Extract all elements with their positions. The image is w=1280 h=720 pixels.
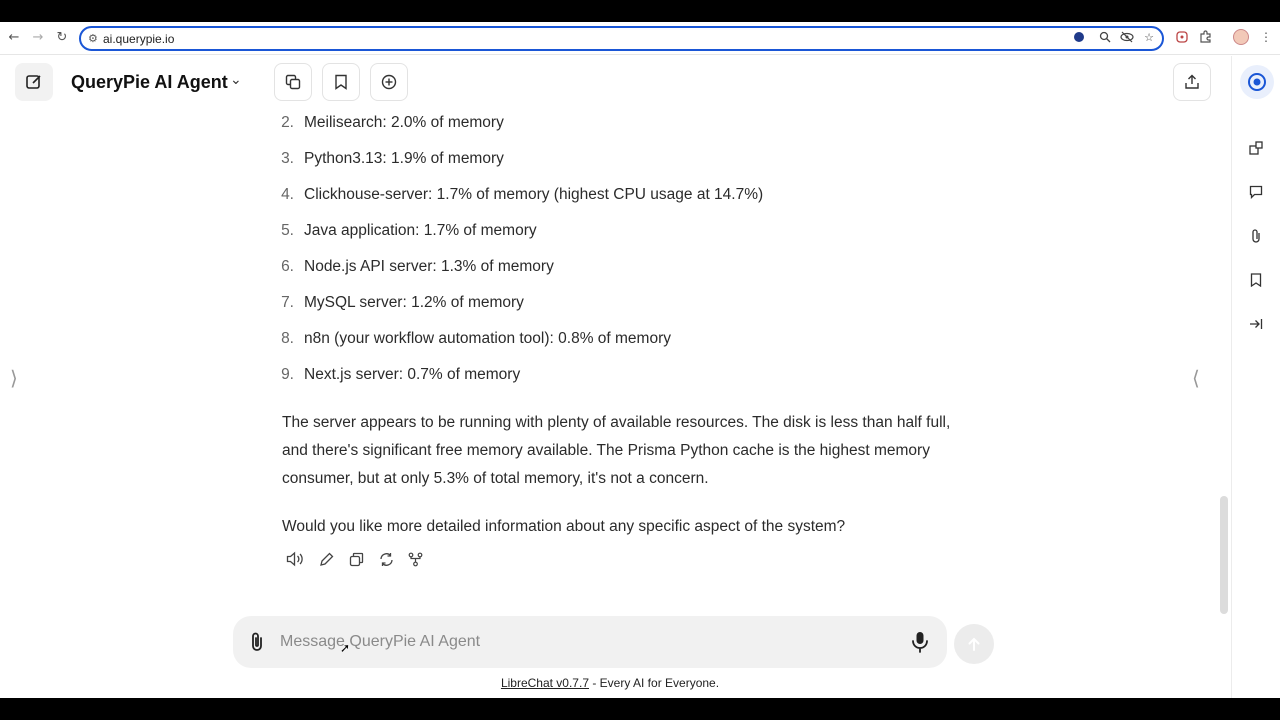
fork-icon[interactable] xyxy=(405,549,425,569)
edit-icon[interactable] xyxy=(316,549,336,569)
microphone-icon[interactable] xyxy=(910,630,930,659)
chevron-down-icon[interactable]: ⌄ xyxy=(230,72,242,88)
side-panel-rail xyxy=(1231,56,1280,698)
extension-badge-icon[interactable] xyxy=(1071,31,1087,47)
extension-icon[interactable] xyxy=(1174,30,1190,46)
reload-icon[interactable]: ↻ xyxy=(56,30,68,45)
message-input[interactable] xyxy=(280,626,880,658)
browser-toolbar xyxy=(0,22,1280,55)
copy-icon[interactable] xyxy=(346,549,366,569)
forward-icon[interactable]: → xyxy=(32,30,44,45)
share-button[interactable] xyxy=(1173,63,1211,101)
share-icon xyxy=(1184,74,1200,90)
open-sidebar-handle[interactable]: ⟩ xyxy=(10,366,18,390)
puzzle-icon[interactable] xyxy=(1198,30,1214,46)
regenerate-icon[interactable] xyxy=(376,549,396,569)
app-header xyxy=(0,56,1230,108)
arrow-up-icon xyxy=(966,636,982,652)
add-button[interactable] xyxy=(370,63,408,101)
browser-window: ← → ↻ ⚙ ai.querypie.io ☆ ⋮ QueryPie AI Agent ⌄ ⟩ ⟨ 2. Meilisearch: 2.0% of memory 3. Python3.13: 1.9% of memory 4. Clickhouse-server: 1.7% of memory (highest CPU usage at 14.7%) 5. Java application: 1.7% of memory 6. Node.js API server: 1.3% of memory 7. MySQL server: 1.2% of memory 8. n8n (your workflow automation tool): 0.8% of memory 9. Next.js server: 0.7% of memory The server appears to be running with plenty of available resources. The disk is less than half full, and there's significant free memory available. The Prisma Python cache is the highest memory consumer, but at only 5.3% of total memory, it's not a concern. Would you like more detailed information about any specific aspect of the system? Message QueryPie AI Agent ➚ LibreChat v0.7.7 - Every AI for Everyone. xyxy=(0,22,1280,698)
site-info-icon[interactable]: ⚙ xyxy=(88,32,98,45)
attach-file-icon[interactable] xyxy=(247,631,267,658)
plus-circle-icon xyxy=(381,74,397,90)
new-chat-icon xyxy=(25,73,43,91)
footer-tagline: - Every AI for Everyone. xyxy=(589,676,720,690)
copy-icon xyxy=(285,74,301,90)
message-paragraph: Would you like more detailed information about any specific aspect of the system? xyxy=(282,518,846,535)
apps-icon[interactable] xyxy=(1246,138,1266,158)
footer xyxy=(0,676,1220,690)
zoom-icon[interactable] xyxy=(1097,31,1113,47)
agent-panel-button[interactable] xyxy=(1240,65,1274,99)
message-paragraph: The server appears to be running with plenty of available resources. The disk is less than half full, and there's significant free memory available. The Prisma Python cache is the highest memory consumer, but at only 5.3% of total memory, it's not a concern. xyxy=(282,414,951,487)
bookmarks-icon[interactable] xyxy=(1246,270,1266,290)
scrollbar-thumb[interactable] xyxy=(1220,496,1228,614)
attachments-icon[interactable] xyxy=(1246,226,1266,246)
agent-icon xyxy=(1247,72,1267,92)
back-icon[interactable]: ← xyxy=(8,30,20,45)
profile-avatar[interactable] xyxy=(1233,29,1249,45)
send-button[interactable] xyxy=(954,624,994,664)
eye-off-icon[interactable] xyxy=(1119,31,1135,47)
bookmark-button[interactable] xyxy=(322,63,360,101)
collapse-panel-icon[interactable] xyxy=(1246,314,1266,334)
url-text[interactable]: ai.querypie.io xyxy=(103,32,175,46)
bookmark-icon xyxy=(334,74,348,90)
star-icon[interactable]: ☆ xyxy=(1144,31,1154,44)
menu-dots-icon[interactable]: ⋮ xyxy=(1260,30,1272,44)
prompts-icon[interactable] xyxy=(1246,182,1266,202)
librechat-link[interactable]: LibreChat v0.7.7 xyxy=(500,676,589,690)
copy-conversation-button[interactable] xyxy=(274,63,312,101)
mouse-cursor: ➚ xyxy=(340,641,351,655)
speaker-icon[interactable] xyxy=(285,549,305,569)
address-bar[interactable] xyxy=(79,26,1164,51)
new-chat-button[interactable] xyxy=(15,63,53,101)
close-panel-handle[interactable]: ⟨ xyxy=(1192,366,1200,390)
agent-title[interactable]: QueryPie AI Agent xyxy=(71,72,228,92)
